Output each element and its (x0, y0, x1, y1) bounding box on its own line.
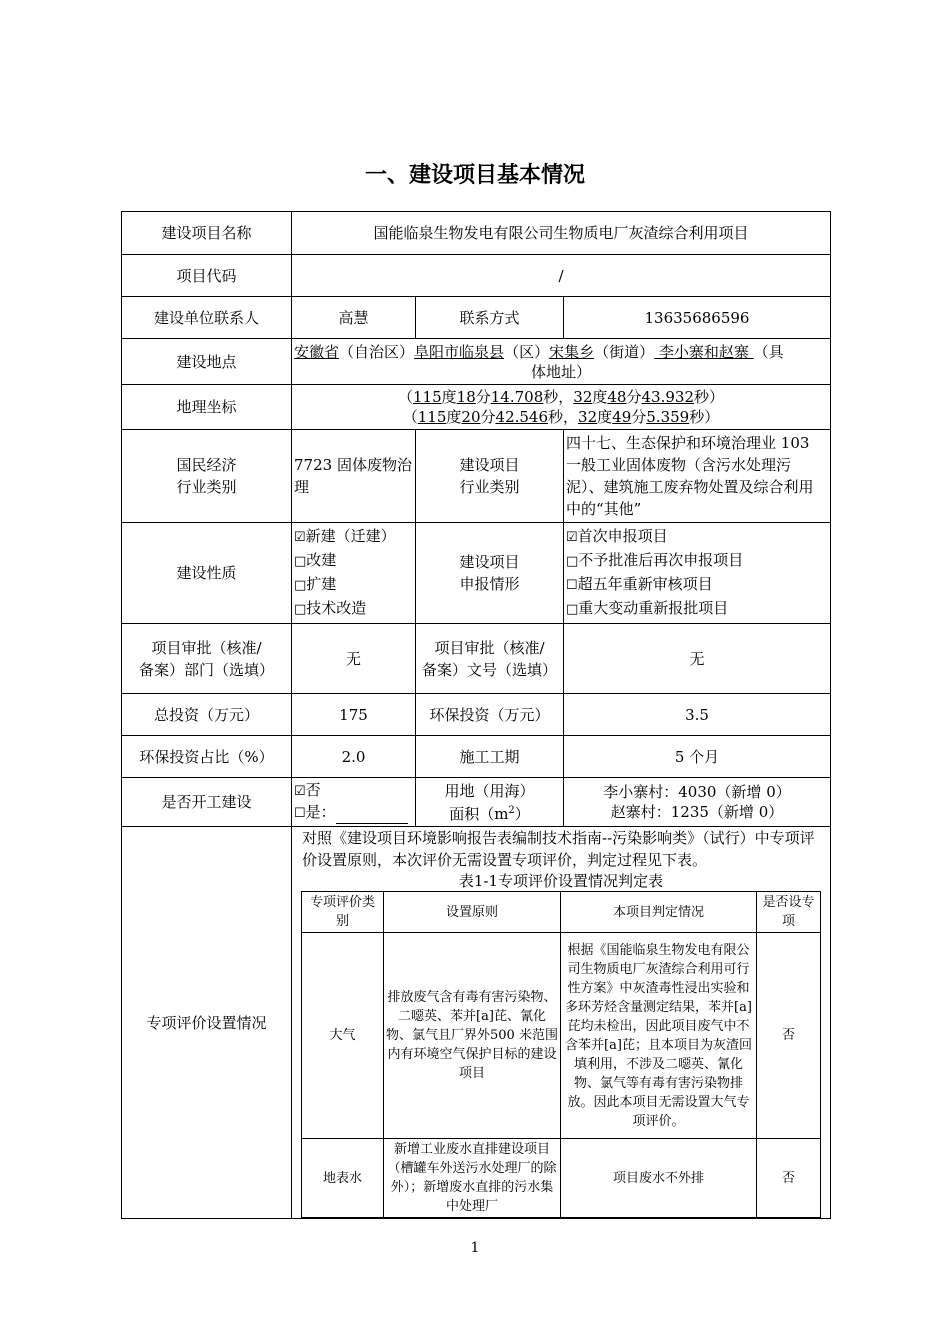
label-industry-l1: 国民经济 (176, 456, 237, 474)
nature-option[interactable] (294, 597, 413, 621)
label-approval-dept-l2: 备案）部门（选填） (138, 660, 274, 679)
application-option-label: 不予批准后再次申报项目 (578, 551, 744, 569)
label-land-area-text: 面积（m (449, 804, 509, 823)
row-result: 否 (757, 933, 821, 1139)
value-project-name: 国能临泉生物发电有限公司生物质电厂灰渣综合利用项目 (292, 212, 831, 255)
loc-t3: （街道） (594, 342, 655, 361)
nature-option[interactable] (294, 549, 413, 573)
label-env-investment-ratio: 环保投资占比（%） (122, 736, 292, 778)
checkbox-icon[interactable]: □ (566, 554, 579, 569)
checkbox-icon[interactable]: □ (566, 602, 579, 617)
value-land-area (564, 778, 831, 827)
checkbox-icon[interactable]: □ (294, 602, 307, 617)
table-row (302, 1139, 821, 1218)
label-approval-dept-l1: 项目审批（核准/ (151, 638, 262, 657)
value-construction-period: 5 个月 (564, 736, 831, 778)
row-judgement: 项目废水不外排 (561, 1139, 757, 1218)
application-option[interactable] (566, 597, 828, 621)
coord2-fen2: 分 (631, 408, 647, 426)
value-project-code: / (292, 255, 831, 297)
loc-t1: （自治区） (339, 342, 415, 361)
label-industry (122, 430, 292, 523)
checkbox-icon[interactable]: ☐ (294, 806, 306, 821)
label-land-area-sup: 2 (508, 804, 515, 816)
row-category: 地表水 (302, 1139, 384, 1218)
land-area-village-1: 李小寨村：4030（新增 0） (603, 783, 791, 801)
value-industry: 7723 固体废物治理 (292, 430, 416, 523)
coord1-lat-sec: 43.932 (641, 388, 694, 406)
label-project-code: 项目代码 (122, 255, 292, 297)
coord1-du: 度 (441, 388, 457, 406)
checkbox-checked-icon[interactable]: ☑ (294, 784, 306, 799)
label-construction-nature: 建设性质 (122, 523, 292, 624)
land-area-village-2: 赵寨村：1235（新增 0） (610, 803, 784, 821)
value-contact-phone: 13635686596 (564, 297, 831, 339)
started-option-yes-label: 是： (305, 803, 336, 821)
nature-option-label: 技术改造 (306, 599, 367, 617)
application-option-label: 首次申报项目 (577, 527, 668, 545)
row-judgement: 根据《国能临泉生物发电有限公司生物质电厂灰渣综合利用可行性方案》中灰渣毒性浸出实验和多环芳烃含量测定结果，苯并[a]芘均未检出，因此项目废气中不含苯并[a]芘；且本项目为灰渣回填利用，不涉及二噁英、氰化物、氯气等有毒有害污染物排放。因此本项目无需设置大气专项评价。 (561, 933, 757, 1139)
header-judgement: 本项目判定情况 (561, 892, 757, 933)
label-project-industry-l2: 行业类别 (459, 478, 520, 496)
label-total-investment: 总投资（万元） (122, 694, 292, 736)
page-number: 1 (470, 1240, 480, 1256)
nature-option[interactable] (294, 525, 413, 549)
nature-option[interactable] (294, 573, 413, 597)
coord1-lng-min: 18 (456, 388, 476, 406)
application-option[interactable] (566, 573, 828, 597)
coord2-lng-min: 20 (461, 408, 481, 426)
loc-county: 临泉县 (459, 342, 505, 361)
coord-line-1 (294, 387, 828, 407)
value-project-industry: 四十七、生态保护和环境治理业 103 一般工业固体废物（含污水处理污泥）、建筑施工废弃物处置及综合利用中的“其他” (564, 430, 831, 523)
label-contact-person: 建设单位联系人 (122, 297, 292, 339)
coord2-lat-sec: 5.359 (646, 408, 690, 426)
construction-nature-options (292, 523, 416, 624)
coord1-miao: 秒， (543, 388, 574, 406)
label-industry-l2: 行业类别 (176, 478, 237, 496)
label-project-industry (416, 430, 564, 523)
label-land-area-l1: 用地（用海） (444, 781, 535, 800)
row-category: 大气 (302, 933, 384, 1139)
label-project-industry-l1: 建设项目 (459, 456, 520, 474)
label-application-type (416, 523, 564, 624)
checkbox-checked-icon[interactable]: ☑ (294, 530, 306, 545)
label-construction-period: 施工工期 (416, 736, 564, 778)
coord2-du: 度 (446, 408, 462, 426)
checkbox-checked-icon[interactable]: ☑ (566, 530, 578, 545)
checkbox-icon[interactable]: □ (294, 578, 307, 593)
label-application-type-l1: 建设项目 (459, 553, 520, 571)
application-option[interactable] (566, 549, 828, 573)
value-approval-number: 无 (564, 624, 831, 694)
checkbox-icon[interactable]: ☐ (566, 578, 578, 593)
coord1-lng-sec: 14.708 (490, 388, 544, 406)
coord1-lat-min: 48 (607, 388, 627, 406)
header-result: 是否设专项 (757, 892, 821, 933)
label-location: 建设地点 (122, 339, 292, 385)
coord1-fen: 分 (475, 388, 491, 406)
label-approval-dept (122, 624, 292, 694)
label-approval-number (416, 624, 564, 694)
coord2-lat-deg: 32 (578, 408, 598, 426)
value-total-investment: 175 (292, 694, 416, 736)
label-approval-number-l2: 备案）文号（选填） (421, 660, 557, 679)
started-yes-blank (336, 809, 408, 824)
loc-t2: （区） (504, 342, 550, 361)
coord1-lat-deg: 32 (573, 388, 593, 406)
coord2-lng-deg: 115 (417, 408, 447, 426)
checkbox-icon[interactable]: □ (294, 554, 307, 569)
started-option-no-label: 否 (305, 781, 321, 799)
value-coordinates (292, 385, 831, 430)
row-result: 否 (757, 1139, 821, 1218)
row-principle: 排放废气含有毒有害污染物、二噁英、苯并[a]芘、氰化物、氯气且厂界外500 米范围内有环境空气保护目标的建设项目 (384, 933, 561, 1139)
coord1-open: （ (397, 388, 413, 406)
loc-address: 李小寨和赵寨 (654, 342, 754, 361)
coord2-lat-min: 49 (612, 408, 632, 426)
header-principle: 设置原则 (384, 892, 561, 933)
coord1-lng-deg: 115 (413, 388, 442, 406)
nature-option-label: 新建（迁建） (305, 527, 396, 545)
construction-started-options (292, 778, 416, 827)
application-option-label: 重大变动重新报批项目 (578, 599, 729, 617)
loc-t4: （具 (753, 342, 784, 361)
label-env-investment: 环保投资（万元） (416, 694, 564, 736)
nature-option-label: 改建 (306, 551, 337, 569)
label-approval-number-l1: 项目审批（核准/ (434, 638, 545, 657)
label-land-area-end: ） (514, 804, 530, 823)
label-project-name: 建设项目名称 (122, 212, 292, 255)
label-construction-started: 是否开工建设 (122, 778, 292, 827)
coord-line-2 (294, 407, 828, 427)
value-env-investment-ratio: 2.0 (292, 736, 416, 778)
value-location (292, 339, 831, 385)
label-contact-method: 联系方式 (416, 297, 564, 339)
value-contact-person: 高慧 (292, 297, 416, 339)
loc-town: 宋集乡 (549, 342, 595, 361)
value-approval-dept: 无 (292, 624, 416, 694)
coord2-open: （ (402, 408, 418, 426)
coord2-du2: 度 (597, 408, 613, 426)
label-special-assessment: 专项评价设置情况 (122, 827, 292, 1219)
project-info-table (121, 211, 831, 1219)
value-env-investment: 3.5 (564, 694, 831, 736)
started-option-no[interactable] (294, 780, 413, 802)
application-option-label: 超五年重新审核项目 (577, 575, 713, 593)
application-type-options (564, 523, 831, 624)
coord2-miao: 秒， (548, 408, 579, 426)
label-land-area-l2 (418, 801, 561, 824)
loc-line2: 体地址） (530, 362, 591, 381)
coord2-lng-sec: 42.546 (495, 408, 549, 426)
loc-province: 安徽省 (294, 342, 340, 361)
label-land-area (416, 778, 564, 827)
coord2-miao2: 秒） (689, 408, 720, 426)
special-intro: 对照《建设项目环境影响报告表编制技术指南--污染影响类》（试行）中专项评价设置原则，本次评价无需设置专项评价，判定过程见下表。 (302, 829, 815, 869)
coord2-fen: 分 (480, 408, 496, 426)
label-application-type-l2: 申报情形 (459, 575, 520, 593)
header-category: 专项评价类别 (302, 892, 384, 933)
row-principle: 新增工业废水直排建设项目（槽罐车外送污水处理厂的除外）；新增废水直排的污水集中处理厂 (384, 1139, 561, 1218)
coord1-du2: 度 (592, 388, 608, 406)
application-option[interactable] (566, 525, 828, 549)
table-row (302, 933, 821, 1139)
started-option-yes[interactable] (294, 802, 413, 824)
coord1-miao2: 秒） (694, 388, 725, 406)
coord1-fen2: 分 (626, 388, 642, 406)
loc-city: 阜阳市 (414, 342, 460, 361)
special-table-title: 表1-1专项评价设置情况判定表 (458, 872, 664, 890)
page-title: 一、建设项目基本情况 (364, 163, 585, 188)
special-assessment-table (301, 891, 821, 1218)
special-assessment-content (292, 827, 831, 1219)
label-coordinates: 地理坐标 (122, 385, 292, 430)
nature-option-label: 扩建 (306, 575, 337, 593)
